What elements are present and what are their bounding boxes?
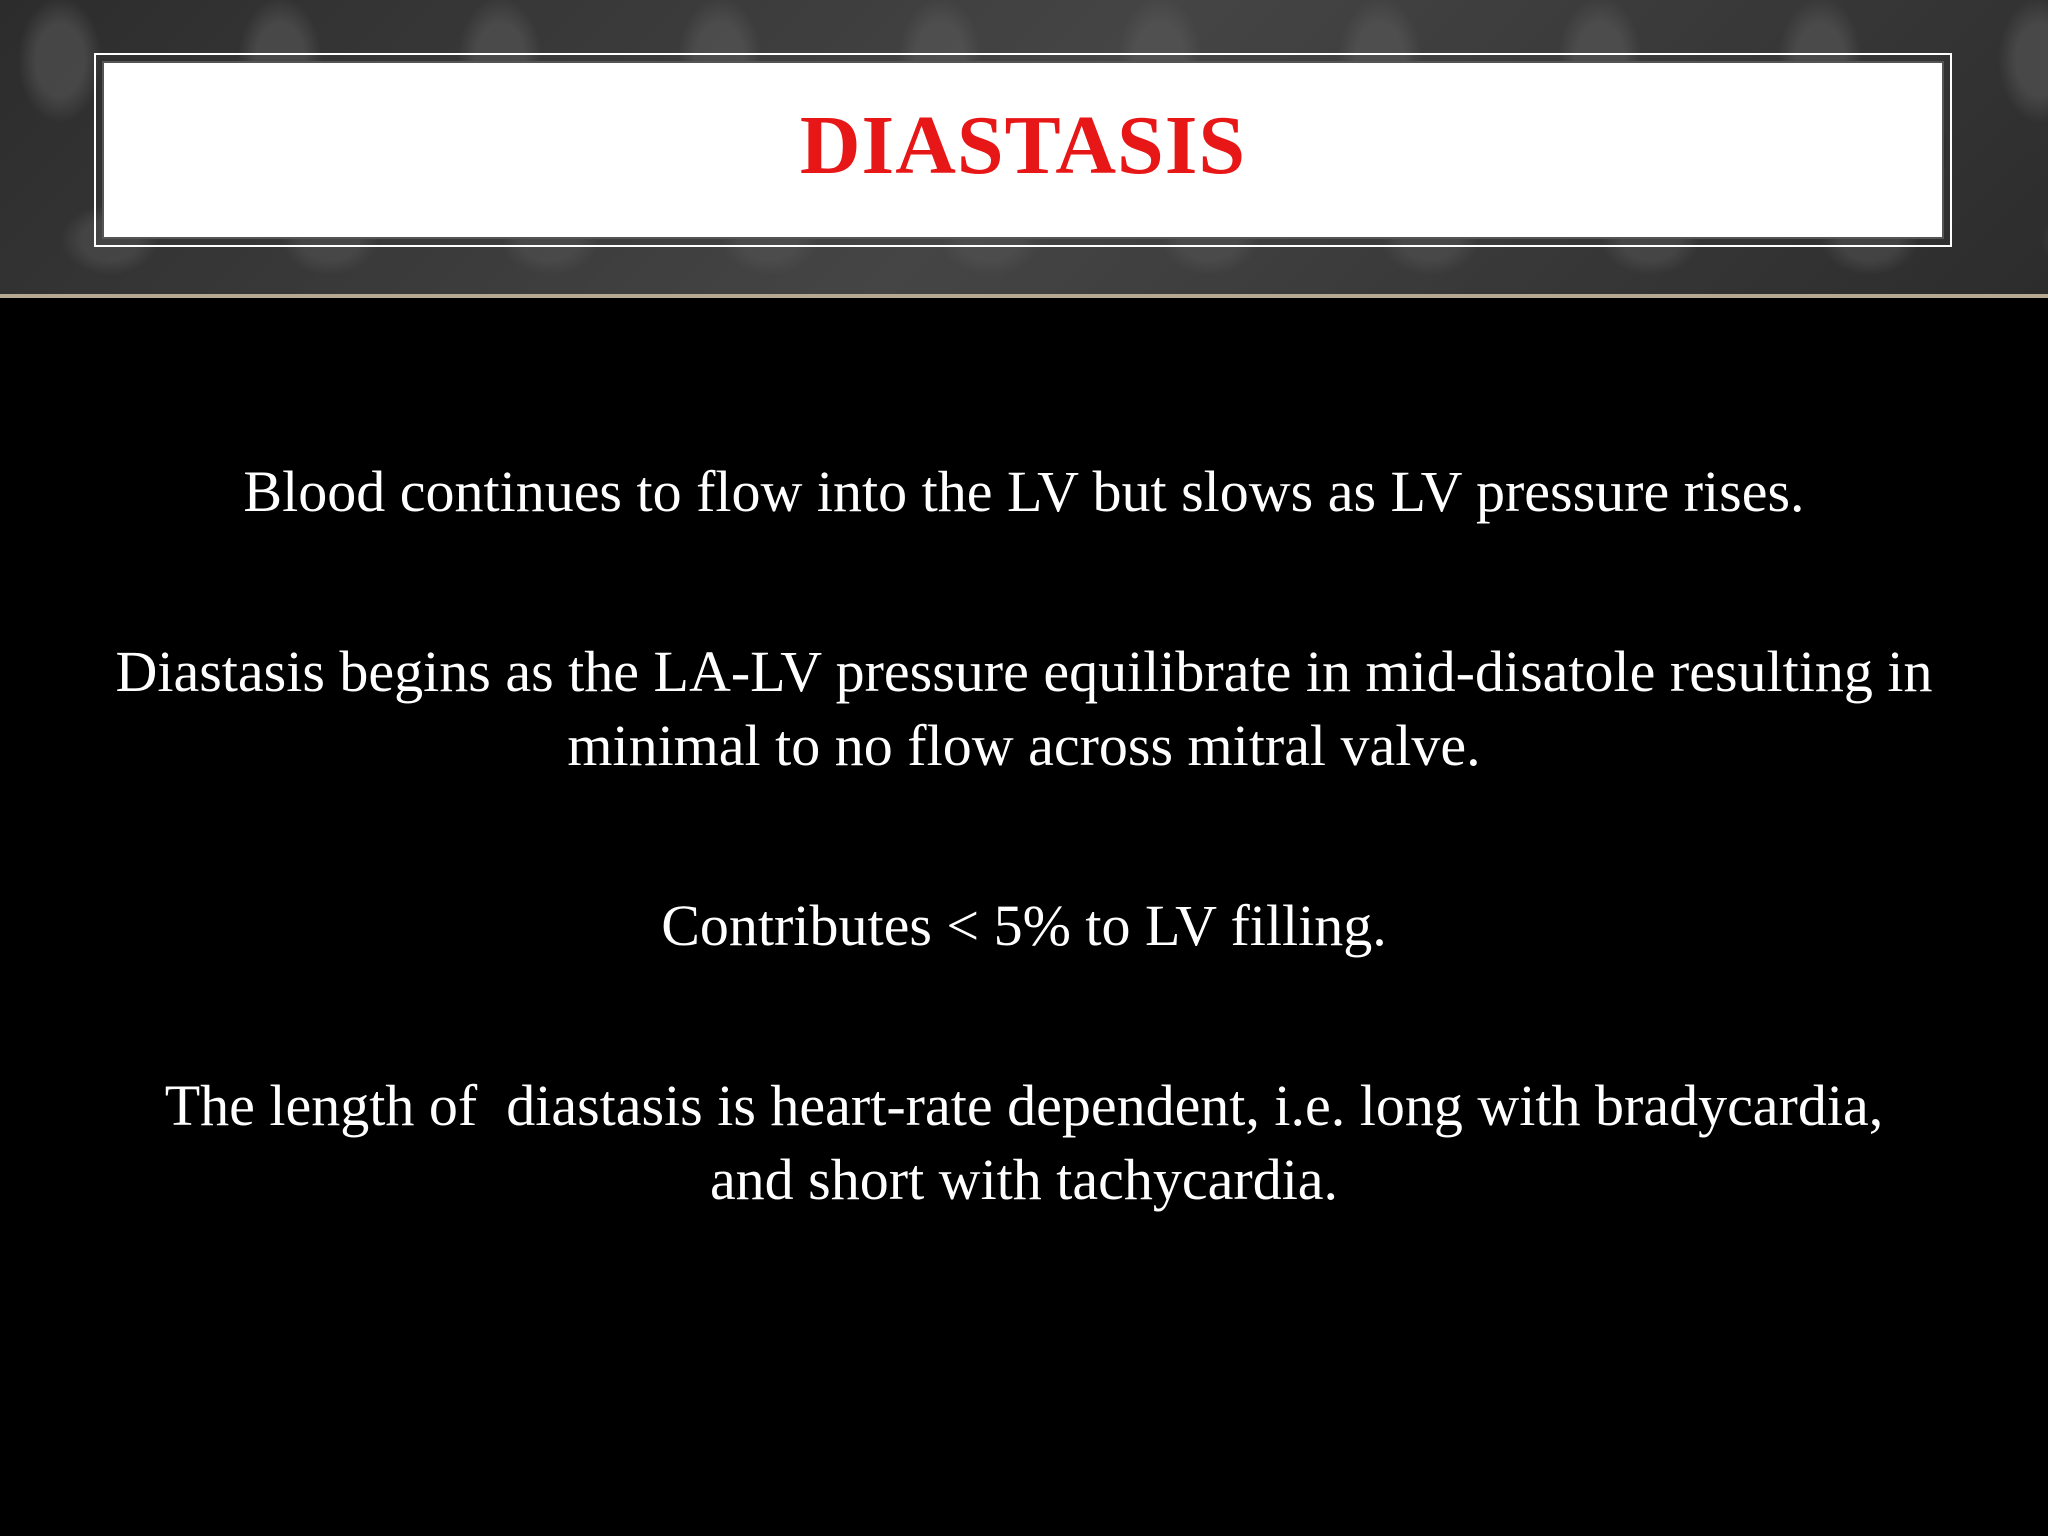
title-frame	[94, 53, 1952, 247]
body-paragraph-2: Diastasis begins as the LA-LV pressure equilibrate in mid-disatole resulting in minimal to no flow across mitral valve.	[115, 639, 1933, 778]
slide-body	[60, 455, 1988, 1217]
banner-divider	[0, 294, 2048, 298]
slide-title: DIASTASIS	[799, 98, 1247, 192]
title-panel	[102, 61, 1944, 239]
body-paragraph-3: Contributes < 5% to LV filling.	[661, 893, 1387, 958]
body-paragraph-1: Blood continues to flow into the LV but slows as LV pressure rises.	[243, 459, 1805, 524]
body-paragraph-4: The length of diastasis is heart-rate dependent, i.e. long with bradycardia, and short with tachycardia.	[164, 1073, 1898, 1212]
